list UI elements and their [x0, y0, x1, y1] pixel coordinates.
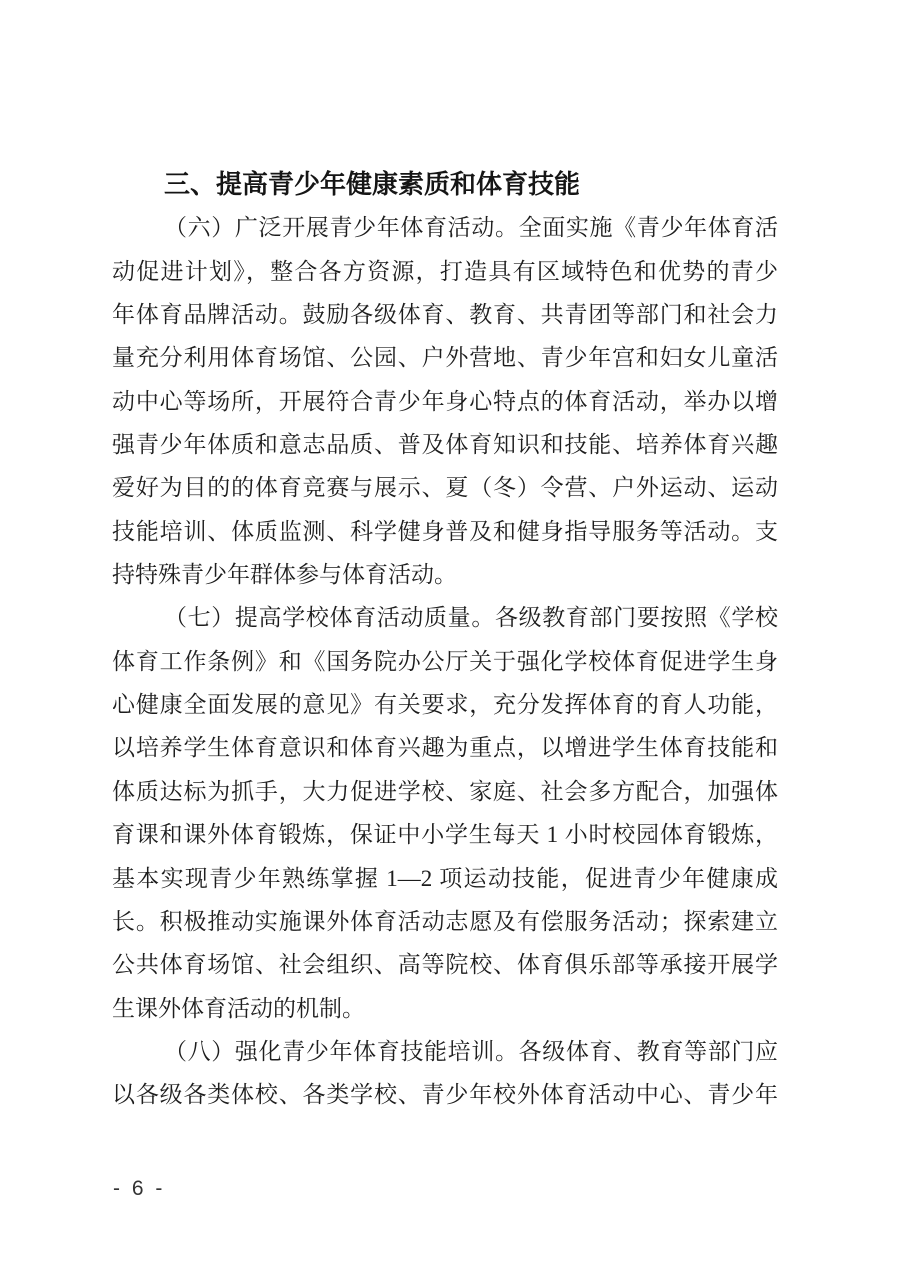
- document-body: [112, 163, 778, 1117]
- text-line: （七）提高学校体育活动质量。各级教育部门要按照《学校: [164, 605, 778, 631]
- text-line: （八）强化青少年体育技能培训。各级体育、教育等部门应: [164, 1038, 778, 1064]
- text-line: 心健康全面发展的意见》有关要求，充分发挥体育的育人功能，: [112, 692, 778, 718]
- text-line: 强青少年体质和意志品质、普及体育知识和技能、培养体育兴趣: [112, 432, 778, 458]
- text-line: 以培养学生体育意识和体育兴趣为重点，以增进学生体育技能和: [112, 735, 778, 761]
- text-line: 育课和课外体育锻炼，保证中小学生每天 1 小时校园体育锻炼，: [112, 822, 778, 848]
- text-line: 动中心等场所，开展符合青少年身心特点的体育活动，举办以增: [112, 388, 778, 414]
- text-line: 公共体育场馆、社会组织、高等院校、体育俱乐部等承接开展学: [112, 952, 778, 978]
- text-line: 量充分利用体育场馆、公园、户外营地、青少年宫和妇女儿童活: [112, 345, 778, 371]
- text-line: 长。积极推动实施课外体育活动志愿及有偿服务活动；探索建立: [112, 908, 778, 934]
- text-line: 爱好为目的的体育竞赛与展示、夏（冬）令营、户外运动、运动: [112, 475, 778, 501]
- text-line: （六）广泛开展青少年体育活动。全面实施《青少年体育活: [164, 215, 778, 241]
- text-line: 生课外体育活动的机制。: [112, 995, 365, 1021]
- text-line: 年体育品牌活动。鼓励各级体育、教育、共青团等部门和社会力: [112, 302, 778, 328]
- text-line: 持特殊青少年群体参与体育活动。: [112, 562, 457, 588]
- text-line: 基本实现青少年熟练掌握 1—2 项运动技能，促进青少年健康成: [112, 865, 778, 891]
- text-line: 技能培训、体质监测、科学健身普及和健身指导服务等活动。支: [112, 518, 778, 544]
- section-heading: 三、提高青少年健康素质和体育技能: [164, 169, 581, 199]
- text-line: 以各级各类体校、各类学校、青少年校外体育活动中心、青少年: [112, 1082, 778, 1108]
- page-number: - 6 -: [113, 1177, 166, 1200]
- text-line: 动促进计划》，整合各方资源，打造具有区域特色和优势的青少: [112, 258, 778, 284]
- text-line: 体育工作条例》和《国务院办公厅关于强化学校体育促进学生身: [112, 648, 778, 674]
- text-line: 体质达标为抓手，大力促进学校、家庭、社会多方配合，加强体: [112, 778, 778, 804]
